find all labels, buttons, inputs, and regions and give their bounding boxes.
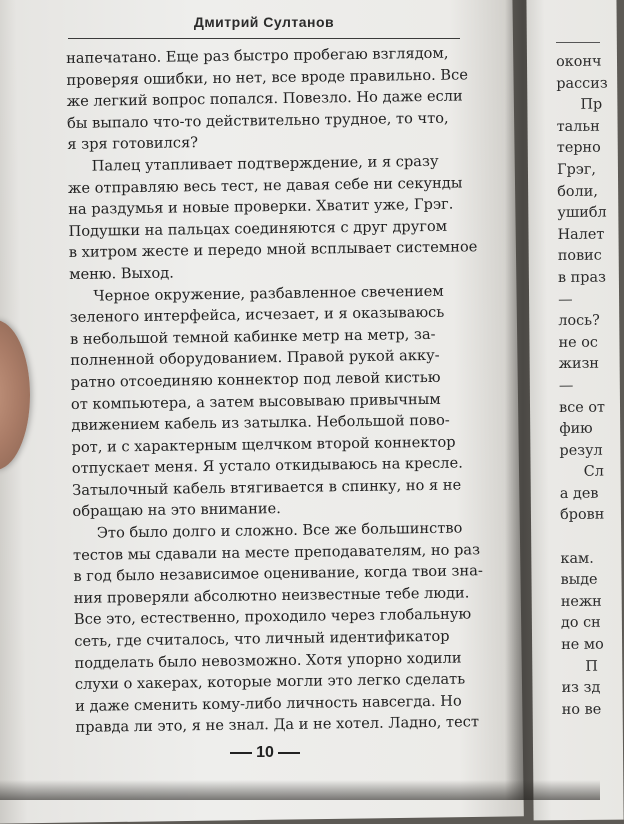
- right-text-line: терно: [556, 139, 601, 157]
- text-line: слухи о хакерах, которые могли это легко сделать: [74, 670, 466, 694]
- text-line: отпускает меня. Я устало откидываюсь на кресле.: [71, 454, 463, 478]
- text-line: на раздумья и новые проверки. Хватит уже, Грэг.: [68, 195, 454, 219]
- text-line: Палец утапливает подтверждение, и я сразу: [91, 152, 439, 175]
- right-text-line: не мо: [561, 636, 604, 654]
- right-text-line: [560, 527, 620, 549]
- right-text-line: рассиз: [556, 75, 608, 92]
- author-name: Дмитрий Султанов: [193, 14, 335, 30]
- right-text-line: в праз: [557, 269, 606, 286]
- text-line: я зря готовился?: [67, 134, 199, 154]
- right-text-line: тальн: [556, 118, 600, 135]
- right-text-line: повис: [557, 247, 602, 265]
- text-line: в год было независимое оценивание, когда твои зна-: [73, 562, 483, 586]
- right-text-line: нежн: [560, 593, 602, 610]
- text-line: тестов мы сдавали на месте преподавателям, но раз: [72, 540, 481, 564]
- right-text-line: Налет: [557, 226, 605, 243]
- text-line: рот, и с характерным щелчком второй коннектор: [71, 433, 456, 456]
- text-line: ния проверяли абсолютно неизвестные тебе люди.: [73, 584, 470, 607]
- right-text-line: но ве: [561, 701, 602, 718]
- text-line: Все это, естественно, проходило через глобальную: [73, 605, 472, 629]
- text-line: в небольшой темной кабинке метр на метр, за-: [69, 325, 436, 348]
- right-text-line: оконч: [556, 53, 602, 70]
- right-text-line: бровн: [559, 507, 605, 524]
- text-line: проверяя ошибки, но нет, все вроде правильно. Все: [66, 65, 469, 89]
- text-line: и даже сменить кому-либо личность навсегда. Но: [75, 692, 462, 715]
- right-text-line: Пр: [580, 96, 603, 113]
- right-text-line: а дев: [559, 485, 599, 502]
- right-text-line: лось?: [558, 312, 600, 330]
- right-text-line: все от: [559, 399, 606, 416]
- text-line: напечатано. Еще раз быстро пробегаю взглядом,: [66, 44, 449, 67]
- right-text-line: выде: [560, 571, 598, 589]
- right-text-line: Грэг,: [556, 161, 597, 178]
- right-text-line: ушибл: [557, 204, 607, 222]
- right-text-line: резул: [559, 442, 603, 459]
- text-line: сеть, где считалось, что личный идентификатор: [74, 627, 450, 650]
- text-line: же отправляю весь тест, не давая себе ни секунды: [67, 174, 463, 197]
- page-number: [210, 744, 320, 762]
- text-line: подделать было невозможно. Хотя упорно ходили: [74, 649, 462, 672]
- text-line: Затылочный кабель втягивается в спинку, но я не: [72, 476, 462, 499]
- dash-left: [230, 752, 252, 754]
- text-line: Черное окружение, разбавленное свечением: [93, 282, 444, 305]
- text-line: бы выпало что-то действительно трудное, то что,: [66, 109, 449, 132]
- right-text-line: жизн: [558, 355, 600, 373]
- right-text-line: П: [585, 658, 598, 675]
- text-line: же легкий вопрос попался. Повезло. Но даже если: [66, 87, 463, 111]
- bottom-shadow: [0, 780, 600, 800]
- text-line: в хитром жесте и передо мной всплывает системное: [68, 238, 478, 262]
- right-text-line: фию: [559, 420, 593, 438]
- right-text-line: Сл: [583, 463, 604, 481]
- running-header: [68, 4, 460, 44]
- left-page-text: [66, 42, 483, 738]
- text-line: меню. Выход.: [69, 264, 174, 283]
- right-text-line: кам.: [560, 550, 594, 567]
- right-text-line: не ос: [558, 334, 599, 351]
- page-number-value: 10: [256, 744, 274, 761]
- text-line: движением кабель из затылка. Небольшой пово-: [71, 411, 450, 435]
- text-line: от компьютера, а затем высовываю привычным: [70, 390, 441, 413]
- right-text-line: —: [558, 291, 573, 308]
- text-line: зеленого интерфейса, исчезает, и я оказываюсь: [69, 303, 445, 327]
- text-line: полненной оборудованием. Правой рукой акку-: [70, 347, 440, 370]
- text-line: ратно отсоединяю коннектор под левой кистью: [70, 368, 441, 391]
- right-header-rule: [556, 42, 600, 43]
- text-line: правда ли это, я не знал. Да и не хотел. Ладно, тест: [75, 713, 480, 737]
- text-line: обращаю на это внимание.: [72, 500, 281, 521]
- header-rule: [68, 38, 460, 39]
- text-line: Подушки на пальцах соединяются с друг другом: [68, 217, 448, 240]
- right-text-line: из зд: [561, 679, 601, 697]
- right-text-line: до сн: [560, 615, 601, 632]
- dash-right: [278, 752, 300, 754]
- right-page-text: [556, 51, 622, 721]
- text-line: Это было долго и сложно. Все же большинство: [96, 519, 463, 542]
- right-text-line: —: [558, 377, 574, 394]
- right-text-line: боли,: [557, 183, 598, 200]
